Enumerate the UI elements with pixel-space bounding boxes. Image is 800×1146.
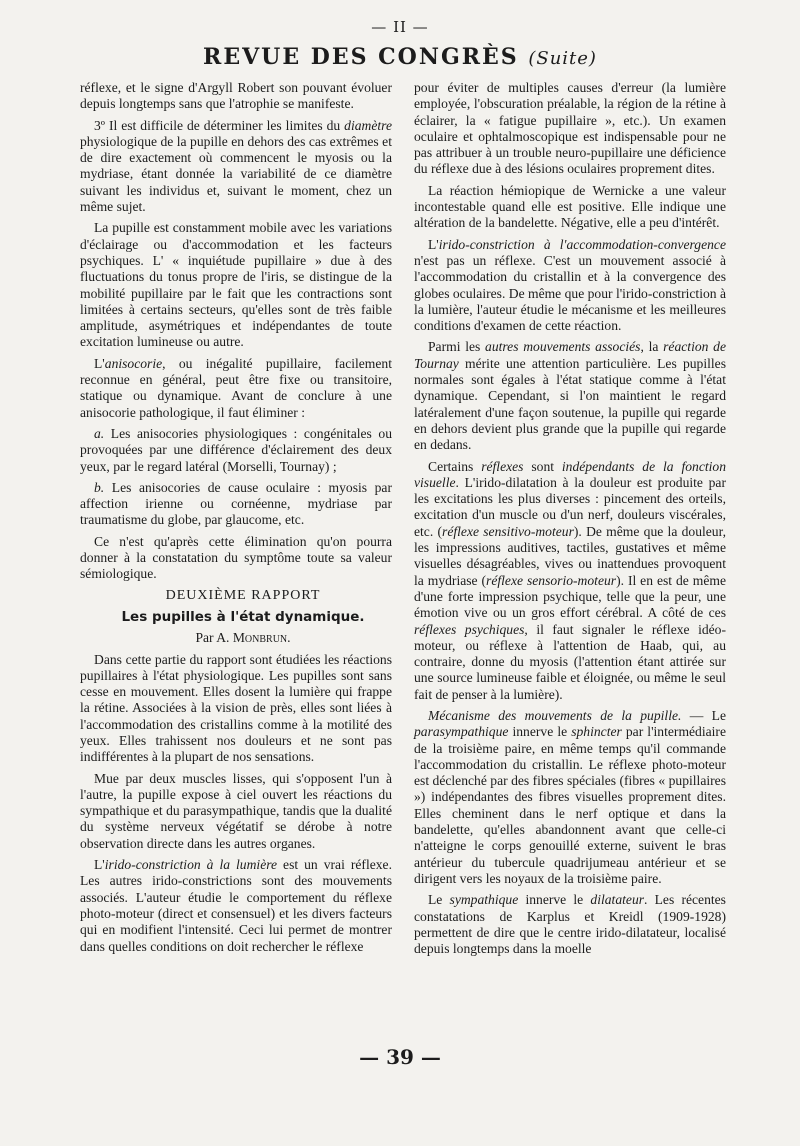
paragraph: Ce n'est qu'après cette élimination qu'on pourra donner à la constatation du symptôme toute sa valeur sémiologique. [80, 533, 392, 582]
journal-title-suffix: (Suite) [528, 48, 597, 69]
paragraph: pour éviter de multiples causes d'erreur (la lumière employée, l'obscuration préalable, la région de la rétine à éclairer, la « fatigue pupillaire », etc.). Un examen oculaire et ophtalmoscopique est indispensable pour ne pas attribuer à un trouble neuro-pupillaire une déficience du réflexe due à des lésions oculaires proprement dites. [414, 80, 726, 177]
paragraph: Dans cette partie du rapport sont étudiées les réactions pupillaires à l'état physiologique. Les pupilles sont sans cesse en mouvement. Elles dosent la lumière qui frappe la rétine. Associées à la vision de près, elles sont liées à l'accommodation des cristallins comme à la motilité des yeux. Elles trahissent nos douleurs et ne sont pas indifférentes à la plupart de nos sensations. [80, 651, 392, 765]
paragraph: L'irido-constriction à la lumière est un vrai réflexe. Les autres irido-constrictions sont des mouvements associés. L'auteur étudie le comportement du réflexe photo-moteur (direct et consensuel) et les divers facteurs qui en modifient l'intensité. Ceci lui permet de montrer dans quelles conditions on doit rechercher le réflexe [80, 857, 392, 954]
paragraph: La pupille est constamment mobile avec les variations d'éclairage ou d'accommodation et les facteurs psychiques. L' « inquiétude pupillaire » due à des fluctuations du tonus propre de l'iris, se distingue de la mobilité pupillaire par le fait que les contractions sont limitées à certains secteurs, qu'elles sont de très faible amplitude, asymétriques et indépendantes de toute excitation lumineuse ou autre. [80, 220, 392, 350]
section-title: DEUXIÈME RAPPORT [165, 587, 321, 603]
paragraph: 3º Il est difficile de déterminer les limites du diamètre physiologique de la pupille en dehors des cas extrêmes et de dire exactement où commencent le myosis ou la mydriase, étant donnée la variabilité de ce diamètre suivant les individus et, suivant le moment, chez un même sujet. [80, 117, 392, 215]
right-column [414, 80, 726, 962]
running-head [0, 44, 800, 70]
paragraph: Le sympathique innerve le dilatateur. Les récentes constatations de Karplus et Kreidl (1909-1928) permettent de dire que le centre irido-dilatateur, localisé depuis longtemps dans la moelle [414, 892, 726, 957]
journal-title: REVUE DES CONGRÈS [203, 44, 519, 70]
list-item: a. Les anisocories physiologiques : congénitales ou provoquées par une différence d'éclairement des deux yeux, par le regard latéral (Morselli, Tournay) ; [80, 425, 392, 474]
paragraph: Parmi les autres mouvements associés, la réaction de Tournay mérite une attention particulière. Les pupilles normales sont égales à l'état statique comme à l'état dynamique. Cependant, si l'on maintient le regard latéralement d'une façon soutenue, la pupille qui regarde en dehors devient plus grande que la pupille qui regarde en dedans. [414, 339, 726, 453]
paragraph: Certains réflexes sont indépendants de la fonction visuelle. L'irido-dilatation à la douleur est produite par les excitations les plus diverses : pincement des orteils, excitation d'un muscle ou d'un nerf, douleurs viscérales, etc. (réflexe sensitivo-moteur). De même que la douleur, les impressions auditives, tactiles, gustatives et même visuelles désagréables, vives ou inattendues provoquent la mydriase (réflexe sensorio-moteur). Il en est de même d'une forte impression psychique, telle que la peur, une émotion vive ou un gros effort cérébral. A côté de ces réflexes psychiques, il faut signaler le réflexe idéo-moteur, ou réflexe à l'attention de Haab, qui, au contraire, donne du myosis (l'attention étant attirée sur une source lumineuse faible et éloignée, ou même le seul fait de penser à la lumière). [414, 458, 727, 702]
left-column [80, 80, 392, 960]
page-number-top: — II — [371, 18, 429, 36]
paragraph: L'anisocorie, ou inégalité pupillaire, facilement reconnue en général, peut être fixe ou transitoire, statique ou dynamique. Avant de conclure à une anisocorie pathologique, il faut éliminer : [80, 355, 392, 420]
section-author: Par A. Monbrun. [195, 630, 291, 646]
paragraph: L'irido-constriction à l'accommodation-convergence n'est pas un réflexe. C'est un mouvement associé à l'accommodation du cristallin et à la convergence des globes oculaires. De même que pour l'irido-constriction à la lumière, l'auteur étudie le mécanisme et les meilleures conditions d'examen de cette réaction. [414, 236, 726, 334]
list-item: b. Les anisocories de cause oculaire : myosis par affection irienne ou cornéenne, mydriase par traumatisme du globe, par glaucome, etc. [80, 479, 392, 528]
paragraph: La réaction hémiopique de Wernicke a une valeur incontestable quand elle est positive. Elle indique une altération de la bandelette. Négative, elle a peu d'intérêt. [414, 182, 726, 231]
page-number-bottom: — 39 — [359, 1045, 441, 1069]
section-subtitle: Les pupilles à l'état dynamique. [121, 608, 365, 625]
paragraph: réflexe, et le signe d'Argyll Robert son pouvant évoluer depuis longtemps sans que l'atrophie se manifeste. [80, 80, 392, 112]
paragraph: Mécanisme des mouvements de la pupille. — Le parasympathique innerve le sphincter par l'intermédiaire de la troisième paire, en même temps qu'il commande l'accommodation du cristallin. Le réflexe photo-moteur est déclenché par des fibres spéciales (fibres « pupillaires ») indépendantes des fibres visuelles proprement dites. Elles cheminent dans le nerf optique et dans la bandelette, qu'elles abandonnent avant que celle-ci n'atteigne le corps genouillé externe, suivent le bras antérieur du tubercule quadrijumeau antérieur et se dirigent vers les noyaux de la troisième paire. [414, 707, 727, 886]
paragraph: Mue par deux muscles lisses, qui s'opposent l'un à l'autre, la pupille expose à ciel ouvert les réactions du sympathique et du parasympathique, tandis que la dualité du système nerveux végétatif se dérobe à notre observation directe dans les autres organes. [80, 770, 392, 851]
